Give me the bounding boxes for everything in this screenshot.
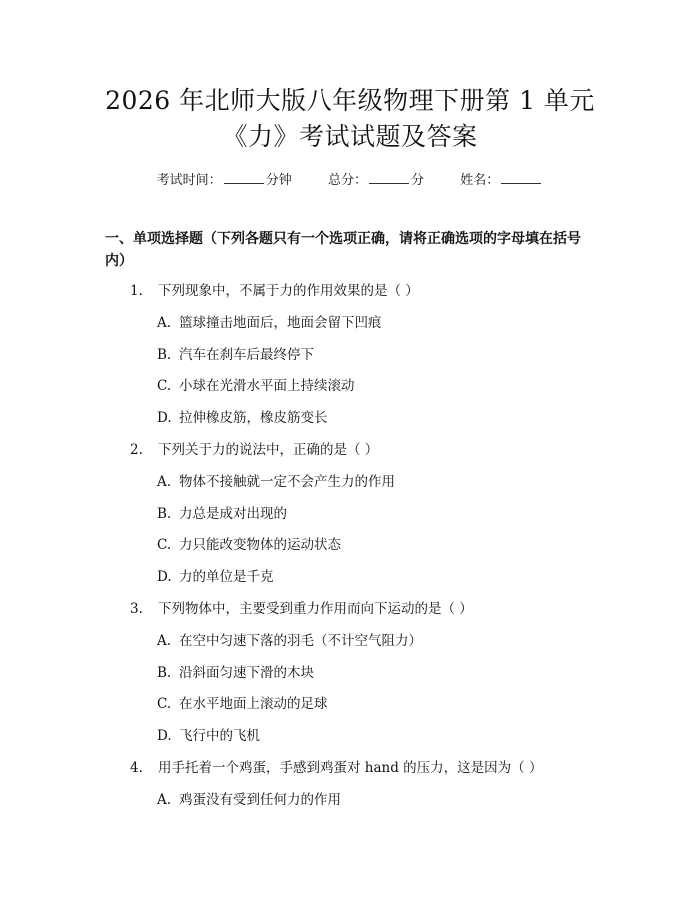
- score-blank: [369, 170, 409, 184]
- question-2: [130, 440, 378, 460]
- option-letter: A.: [157, 633, 172, 649]
- question-1: [130, 281, 419, 301]
- option-text: 力的单位是千克: [179, 569, 274, 585]
- option-letter: C.: [157, 537, 172, 553]
- time-label: 考试时间：: [156, 173, 222, 188]
- option-letter: B.: [157, 506, 172, 522]
- question-2-option-b: [157, 504, 287, 524]
- option-text: 拉伸橡皮筋，橡皮筋变长: [179, 410, 328, 426]
- title-line-2: 《力》考试试题及答案: [222, 122, 478, 151]
- question-number: 2.: [130, 442, 143, 458]
- option-letter: C.: [157, 378, 172, 394]
- question-number: 1.: [130, 283, 143, 299]
- question-number: 3.: [130, 601, 143, 617]
- option-letter: C.: [157, 696, 172, 712]
- question-text: 用手托着一个鸡蛋，手感到鸡蛋对 hand 的压力，这是因为（ ）: [158, 760, 543, 776]
- option-letter: A.: [157, 474, 172, 490]
- question-3-option-b: [157, 663, 314, 683]
- question-text: 下列现象中，不属于力的作用效果的是（ ）: [158, 283, 419, 299]
- option-text: 沿斜面匀速下滑的木块: [179, 665, 314, 681]
- question-3-option-d: [157, 726, 260, 746]
- question-text: 下列关于力的说法中，正确的是（ ）: [158, 442, 379, 458]
- option-text: 飞行中的飞机: [179, 728, 260, 744]
- question-number: 4.: [130, 760, 143, 776]
- exam-meta-line: [0, 170, 700, 190]
- question-1-option-d: [157, 408, 328, 428]
- name-label: 姓名：: [460, 173, 500, 188]
- question-3-option-c: [157, 694, 328, 714]
- option-text: 力只能改变物体的运动状态: [179, 537, 341, 553]
- option-letter: D.: [157, 410, 172, 426]
- question-2-option-c: [157, 535, 341, 555]
- option-letter: B.: [157, 347, 172, 363]
- question-text: 下列物体中，主要受到重力作用而向下运动的是（ ）: [158, 601, 473, 617]
- option-text: 鸡蛋没有受到任何力的作用: [179, 792, 341, 808]
- question-4: [130, 758, 542, 778]
- time-blank: [224, 170, 264, 184]
- question-2-option-a: [157, 472, 395, 492]
- option-text: 在水平地面上滚动的足球: [179, 696, 328, 712]
- option-letter: D.: [157, 728, 172, 744]
- option-letter: B.: [157, 665, 172, 681]
- option-text: 物体不接触就一定不会产生力的作用: [179, 474, 395, 490]
- name-blank: [501, 170, 541, 184]
- question-4-option-a: [157, 790, 341, 810]
- option-text: 在空中匀速下落的羽毛（不计空气阻力）: [179, 633, 422, 649]
- option-letter: A.: [157, 315, 172, 331]
- score-label: 总分：: [327, 173, 367, 188]
- option-letter: A.: [157, 792, 172, 808]
- title-line-1: 2026 年北师大版八年级物理下册第 1 单元: [105, 86, 595, 115]
- option-text: 力总是成对出现的: [179, 506, 287, 522]
- score-unit: 分: [411, 173, 425, 188]
- option-text: 汽车在刹车后最终停下: [179, 347, 314, 363]
- time-unit: 分钟: [265, 173, 292, 188]
- question-3-option-a: [157, 631, 422, 651]
- question-1-option-a: [157, 313, 382, 333]
- question-3: [130, 599, 473, 619]
- question-1-option-b: [157, 345, 314, 365]
- question-1-option-c: [157, 376, 355, 396]
- option-text: 篮球撞击地面后，地面会留下凹痕: [179, 315, 382, 331]
- question-2-option-d: [157, 567, 274, 587]
- option-letter: D.: [157, 569, 172, 585]
- section-heading: 一、单项选择题（下列各题只有一个选项正确，请将正确选项的字母填在括号内）: [105, 231, 581, 269]
- option-text: 小球在光滑水平面上持续滚动: [179, 378, 355, 394]
